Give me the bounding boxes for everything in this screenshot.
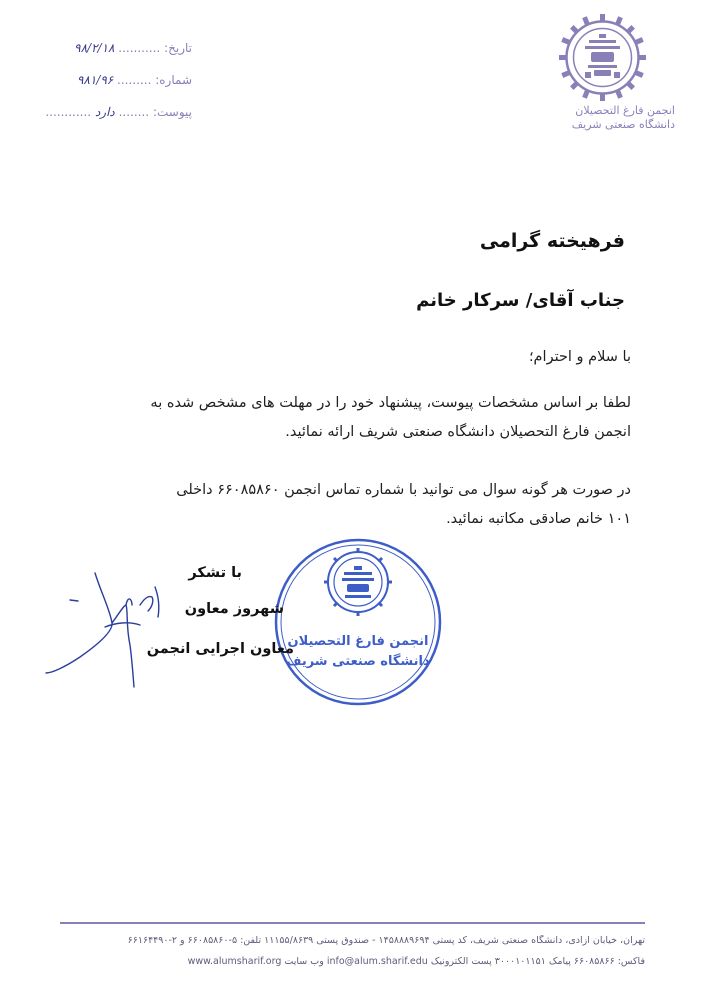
attachment-label: پیوست: [152, 105, 192, 119]
official-stamp [272, 536, 444, 708]
signer-title: معاون اجرایی انجمن [146, 641, 294, 657]
salutation-title: فرهیخته گرامی [479, 230, 625, 252]
signer-name: شهروز معاون [184, 601, 284, 617]
date-field: تاریخ: ........... ۹۸/۲/۱۸ [74, 41, 192, 55]
attachment-value: دارد [94, 105, 115, 119]
paragraph-1-line-2: انجمن فارغ التحصیلان دانشگاه صنعتی شریف ارائه نمائید. [285, 424, 631, 440]
stamp-line-1: انجمن فارغ التحصیلان [287, 634, 429, 649]
university-name: دانشگاه صنعتی شریف [571, 118, 675, 131]
paragraph-2-line-2: ۱۰۱ خانم صادقی مکاتبه نمائید. [446, 511, 631, 527]
date-label: تاریخ: [164, 41, 192, 55]
date-value: ۹۸/۲/۱۸ [74, 41, 115, 55]
number-label: شماره: [155, 73, 192, 87]
addressee: جناب آقای/ سرکار خانم [416, 290, 625, 311]
org-name: انجمن فارغ التحصیلان [575, 104, 675, 117]
closing-thanks: با تشکر [188, 565, 242, 581]
university-logo [555, 10, 650, 105]
paragraph-1-line-1: لطفا بر اساس مشخصات پیوست، پیشنهاد خود را در مهلت های مشخص شده به [150, 395, 631, 411]
handwritten-signature [40, 565, 190, 695]
footer-contact: فاکس: ۶۶۰۸۵۸۶۶ پیامک ۳۰۰۰۱۰۱۱۵۱ پست الکترونیک info@alum.sharif.edu وب سایت www.alumsharif.org [187, 956, 645, 967]
footer-address: تهران، خیابان آزادی، دانشگاه صنعتی شریف، کد پستی ۱۴۵۸۸۸۹۶۹۴ - صندوق پستی ۱۱۱۵۵/۸۶۳۹ تلفن: ۵-۶۶۰۸۵۸۶۰ و ۲-۶۶۱۶۴۴۹۰ [127, 935, 645, 946]
number-field: شماره: ......... ۹۸۱/۹۶ [76, 73, 192, 87]
stamp-line-2: دانشگاه صنعتی شریف [286, 654, 430, 669]
number-value: ۹۸۱/۹۶ [76, 73, 114, 87]
greeting: با سلام و احترام؛ [528, 349, 631, 365]
paragraph-2-line-1: در صورت هر گونه سوال می توانید با شماره تماس انجمن ۶۶۰۸۵۸۶۰ داخلی [176, 482, 631, 498]
footer-divider [60, 922, 645, 924]
attachment-field: پیوست: ........ دارد ............ [45, 105, 192, 119]
